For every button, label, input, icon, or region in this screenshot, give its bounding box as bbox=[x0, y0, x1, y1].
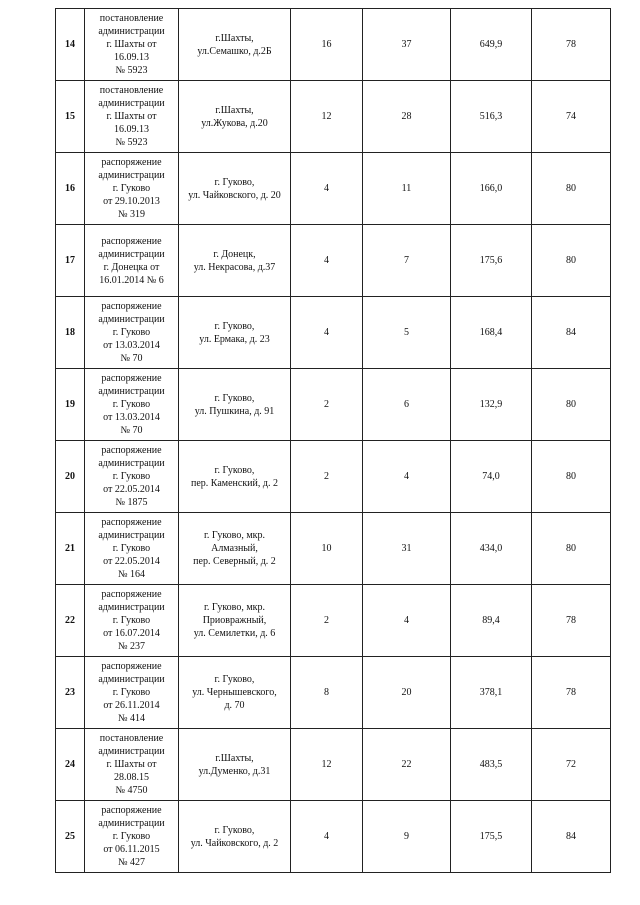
document-line: № 319 bbox=[117, 209, 146, 220]
document-line: от 13.03.2014 bbox=[103, 412, 160, 423]
value-cell-col3: 4 bbox=[291, 801, 363, 873]
row-number-cell: 23 bbox=[56, 657, 85, 729]
table-row bbox=[56, 225, 611, 297]
value-cell-col3: 2 bbox=[291, 585, 363, 657]
document-line: от 13.03.2014 bbox=[103, 340, 160, 351]
value-cell-col4: 4 bbox=[363, 585, 451, 657]
address-cell bbox=[179, 225, 291, 297]
document-line: г. Шахты от bbox=[106, 39, 157, 50]
document-line: администрации bbox=[98, 248, 165, 260]
document-line: № 237 bbox=[117, 641, 146, 652]
value-cell-col4: 6 bbox=[363, 369, 451, 441]
value-cell-col6: 78 bbox=[532, 585, 611, 657]
document-cell bbox=[85, 369, 179, 441]
document-line: администрации bbox=[98, 386, 165, 397]
address-cell bbox=[179, 729, 291, 801]
document-line: г. Гуково bbox=[112, 399, 151, 410]
address-cell bbox=[179, 513, 291, 585]
value-cell-col3: 2 bbox=[291, 369, 363, 441]
table-body bbox=[56, 9, 611, 873]
value-cell-col4: 22 bbox=[363, 729, 451, 801]
document-line: г. Гуково bbox=[112, 831, 151, 842]
document-line: 16.01.2014 № 6 bbox=[99, 274, 164, 286]
address-line: Алмазный, bbox=[211, 543, 258, 554]
document-line: г. Шахты от bbox=[106, 759, 157, 770]
document-line: от 16.07.2014 bbox=[103, 628, 160, 639]
document-line: распоряжение bbox=[101, 661, 162, 672]
table-row bbox=[56, 441, 611, 513]
address-line: г. Гуково, bbox=[214, 392, 255, 404]
document-cell bbox=[85, 585, 179, 657]
document-line: постановление bbox=[99, 85, 164, 96]
address-line: ул. Чернышевского, bbox=[192, 687, 277, 698]
document-line: администрации bbox=[98, 314, 165, 325]
address-cell bbox=[179, 81, 291, 153]
row-number-cell: 24 bbox=[56, 729, 85, 801]
address-line: г. Гуково, bbox=[214, 464, 255, 476]
value-cell-col5: 74,0 bbox=[451, 441, 532, 513]
document-line: 16.09.13 bbox=[114, 124, 149, 135]
value-cell-col5: 516,3 bbox=[451, 81, 532, 153]
address-line: ул.Жукова, д.20 bbox=[201, 117, 268, 129]
document-cell bbox=[85, 153, 179, 225]
document-line: № 414 bbox=[117, 713, 146, 724]
document-line: г. Гуково bbox=[112, 543, 151, 554]
value-cell-col5: 175,6 bbox=[451, 225, 532, 297]
table-row bbox=[56, 801, 611, 873]
document-line: 28.08.15 bbox=[114, 772, 149, 783]
value-cell-col3: 4 bbox=[291, 153, 363, 225]
document-line: г. Гуково bbox=[112, 183, 151, 194]
address-line: ул.Семашко, д.2Б bbox=[197, 45, 272, 57]
value-cell-col6: 84 bbox=[532, 297, 611, 369]
document-line: от 29.10.2013 bbox=[103, 196, 160, 207]
document-line: распоряжение bbox=[101, 805, 162, 816]
address-line: ул.Думенко, д.31 bbox=[198, 765, 271, 777]
address-line: пер. Северный, д. 2 bbox=[193, 556, 276, 567]
document-line: распоряжение bbox=[101, 157, 162, 168]
document-line: № 5923 bbox=[115, 137, 148, 148]
value-cell-col3: 16 bbox=[291, 9, 363, 81]
value-cell-col4: 11 bbox=[363, 153, 451, 225]
document-line: от 06.11.2015 bbox=[103, 844, 160, 855]
table-row bbox=[56, 657, 611, 729]
value-cell-col5: 89,4 bbox=[451, 585, 532, 657]
address-line: Приовражный, bbox=[202, 615, 267, 626]
document-line: администрации bbox=[98, 98, 165, 109]
document-line: от 26.11.2014 bbox=[103, 700, 160, 711]
value-cell-col5: 434,0 bbox=[451, 513, 532, 585]
table-row bbox=[56, 585, 611, 657]
table-row bbox=[56, 729, 611, 801]
document-line: № 70 bbox=[120, 353, 143, 364]
address-line: г. Донецк, bbox=[213, 248, 256, 260]
document-cell bbox=[85, 513, 179, 585]
document-line: г. Гуково bbox=[112, 327, 151, 338]
document-line: распоряжение bbox=[101, 301, 162, 312]
value-cell-col6: 80 bbox=[532, 513, 611, 585]
address-cell bbox=[179, 441, 291, 513]
value-cell-col3: 10 bbox=[291, 513, 363, 585]
table-row bbox=[56, 297, 611, 369]
document-line: распоряжение bbox=[101, 517, 162, 528]
document-line: г. Гуково bbox=[112, 471, 151, 482]
value-cell-col3: 2 bbox=[291, 441, 363, 513]
document-line: № 4750 bbox=[115, 785, 148, 796]
address-line: ул. Ермака, д. 23 bbox=[199, 333, 270, 345]
table-row bbox=[56, 513, 611, 585]
value-cell-col6: 78 bbox=[532, 9, 611, 81]
table-row bbox=[56, 9, 611, 81]
document-line: г. Гуково bbox=[112, 615, 151, 626]
value-cell-col4: 31 bbox=[363, 513, 451, 585]
row-number-cell: 14 bbox=[56, 9, 85, 81]
value-cell-col5: 132,9 bbox=[451, 369, 532, 441]
address-line: г.Шахты, bbox=[215, 752, 254, 764]
document-cell bbox=[85, 801, 179, 873]
address-line: г. Гуково, мкр. bbox=[203, 602, 266, 613]
address-line: ул. Пушкина, д. 91 bbox=[194, 405, 275, 417]
row-number-cell: 18 bbox=[56, 297, 85, 369]
document-line: 16.09.13 bbox=[114, 52, 149, 63]
value-cell-col4: 9 bbox=[363, 801, 451, 873]
address-line: г. Гуково, bbox=[214, 824, 255, 836]
address-cell bbox=[179, 153, 291, 225]
document-line: распоряжение bbox=[101, 445, 162, 456]
document-cell bbox=[85, 441, 179, 513]
row-number-cell: 21 bbox=[56, 513, 85, 585]
document-line: администрации bbox=[98, 458, 165, 469]
document-line: № 1875 bbox=[115, 497, 148, 508]
row-number-cell: 22 bbox=[56, 585, 85, 657]
value-cell-col6: 80 bbox=[532, 369, 611, 441]
value-cell-col6: 72 bbox=[532, 729, 611, 801]
document-line: администрации bbox=[98, 170, 165, 181]
document-line: от 22.05.2014 bbox=[103, 556, 160, 567]
value-cell-col3: 12 bbox=[291, 81, 363, 153]
value-cell-col6: 84 bbox=[532, 801, 611, 873]
document-cell bbox=[85, 225, 179, 297]
row-number-cell: 20 bbox=[56, 441, 85, 513]
value-cell-col3: 8 bbox=[291, 657, 363, 729]
address-line: г. Гуково, bbox=[214, 674, 255, 685]
address-cell bbox=[179, 801, 291, 873]
document-line: № 427 bbox=[117, 857, 146, 868]
document-line: администрации bbox=[98, 26, 165, 37]
document-cell bbox=[85, 657, 179, 729]
document-line: распоряжение bbox=[101, 373, 162, 384]
address-line: д. 70 bbox=[224, 700, 245, 711]
value-cell-col4: 37 bbox=[363, 9, 451, 81]
value-cell-col4: 4 bbox=[363, 441, 451, 513]
value-cell-col3: 4 bbox=[291, 225, 363, 297]
document-line: распоряжение bbox=[101, 235, 162, 247]
address-line: ул. Некрасова, д.37 bbox=[193, 261, 276, 273]
table-row bbox=[56, 153, 611, 225]
document-cell bbox=[85, 297, 179, 369]
document-line: администрации bbox=[98, 602, 165, 613]
address-cell bbox=[179, 297, 291, 369]
document-line: администрации bbox=[98, 818, 165, 829]
address-line: г.Шахты, bbox=[215, 32, 254, 44]
document-line: № 5923 bbox=[115, 65, 148, 76]
value-cell-col4: 5 bbox=[363, 297, 451, 369]
document-line: администрации bbox=[98, 530, 165, 541]
document-line: г. Донецка от bbox=[103, 261, 160, 273]
value-cell-col6: 78 bbox=[532, 657, 611, 729]
value-cell-col5: 175,5 bbox=[451, 801, 532, 873]
row-number-cell: 19 bbox=[56, 369, 85, 441]
address-line: ул. Чайковского, д. 20 bbox=[188, 189, 281, 201]
document-line: от 22.05.2014 bbox=[103, 484, 160, 495]
value-cell-col5: 168,4 bbox=[451, 297, 532, 369]
row-number-cell: 25 bbox=[56, 801, 85, 873]
row-number-cell: 15 bbox=[56, 81, 85, 153]
value-cell-col6: 80 bbox=[532, 153, 611, 225]
document-line: администрации bbox=[98, 674, 165, 685]
row-number-cell: 17 bbox=[56, 225, 85, 297]
document-line: г. Шахты от bbox=[106, 111, 157, 122]
address-cell bbox=[179, 9, 291, 81]
document-cell bbox=[85, 729, 179, 801]
address-line: г. Гуково, мкр. bbox=[203, 530, 266, 541]
value-cell-col6: 80 bbox=[532, 225, 611, 297]
document-line: № 70 bbox=[120, 425, 143, 436]
address-line: г. Гуково, bbox=[214, 320, 255, 332]
address-cell bbox=[179, 585, 291, 657]
address-cell bbox=[179, 369, 291, 441]
table-row bbox=[56, 369, 611, 441]
value-cell-col5: 378,1 bbox=[451, 657, 532, 729]
housing-table bbox=[55, 8, 611, 873]
value-cell-col3: 4 bbox=[291, 297, 363, 369]
address-line: пер. Каменский, д. 2 bbox=[191, 477, 278, 489]
table-row bbox=[56, 81, 611, 153]
row-number-cell: 16 bbox=[56, 153, 85, 225]
address-line: г.Шахты, bbox=[215, 104, 254, 116]
document-line: постановление bbox=[99, 733, 164, 744]
value-cell-col5: 483,5 bbox=[451, 729, 532, 801]
document-line: № 164 bbox=[117, 569, 146, 580]
value-cell-col4: 28 bbox=[363, 81, 451, 153]
address-line: г. Гуково, bbox=[214, 176, 255, 188]
address-line: ул. Чайковского, д. 2 bbox=[190, 837, 279, 849]
address-line: ул. Семилетки, д. 6 bbox=[193, 628, 276, 639]
value-cell-col4: 7 bbox=[363, 225, 451, 297]
value-cell-col5: 166,0 bbox=[451, 153, 532, 225]
value-cell-col4: 20 bbox=[363, 657, 451, 729]
document-line: администрации bbox=[98, 746, 165, 757]
document-cell bbox=[85, 9, 179, 81]
document-line: постановление bbox=[99, 13, 164, 24]
document-line: распоряжение bbox=[101, 589, 162, 600]
document-line: г. Гуково bbox=[112, 687, 151, 698]
value-cell-col6: 80 bbox=[532, 441, 611, 513]
value-cell-col5: 649,9 bbox=[451, 9, 532, 81]
value-cell-col3: 12 bbox=[291, 729, 363, 801]
address-cell bbox=[179, 657, 291, 729]
document-cell bbox=[85, 81, 179, 153]
value-cell-col6: 74 bbox=[532, 81, 611, 153]
